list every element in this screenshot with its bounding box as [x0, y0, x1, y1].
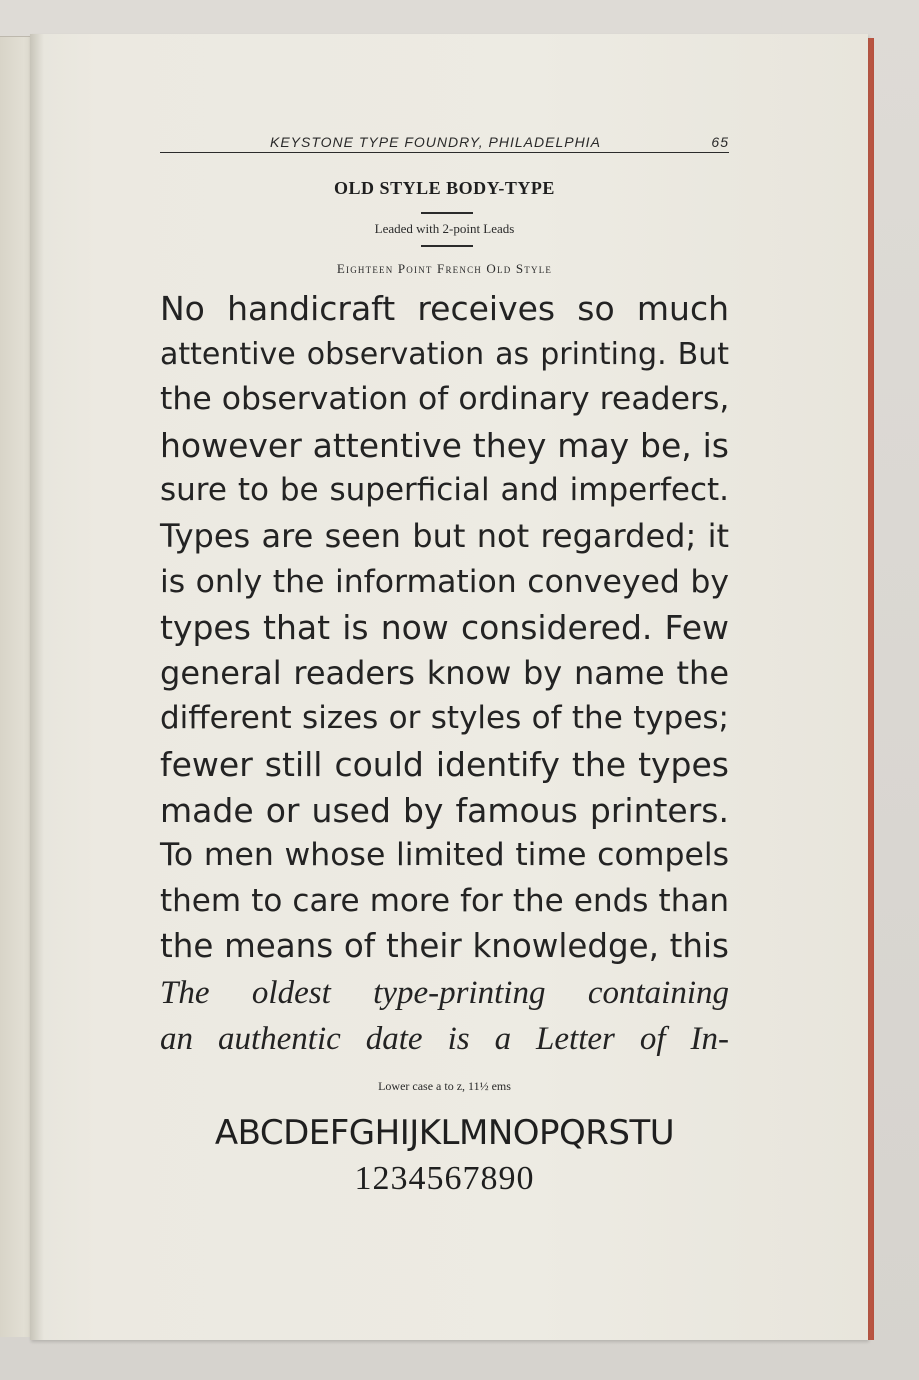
- specimen-line: No handicraft receives so much: [160, 289, 729, 328]
- specimen-line: attentive observation as printing. But: [160, 336, 729, 372]
- lowercase-caption: Lower case a to z, 11½ ems: [378, 1079, 511, 1093]
- running-head: [160, 132, 729, 153]
- specimen-line: To men whose limited time compels: [160, 837, 729, 874]
- divider-rule: [421, 212, 473, 214]
- specimen-line: sure to be superficial and imperfect.: [160, 472, 729, 509]
- figures-specimen: 1234567890: [354, 1160, 535, 1197]
- specimen-body-text: [160, 286, 729, 970]
- page-gutter-shadow: [30, 34, 44, 1340]
- running-head-title: KEYSTONE TYPE FOUNDRY, PHILADELPHIA: [270, 134, 601, 150]
- type-size-caption: Eighteen Point French Old Style: [336, 261, 553, 276]
- specimen-line: fewer still could identify the types: [160, 744, 729, 784]
- page-number: 65: [711, 134, 729, 150]
- section-title: OLD STYLE BODY-TYPE: [334, 178, 555, 198]
- italic-line: The oldest type-printing containing: [160, 975, 729, 1011]
- italic-line: an authentic date is a Letter of In-: [160, 1020, 729, 1057]
- specimen-line: is only the information conveyed by: [160, 563, 729, 600]
- specimen-line: however attentive they may be, is: [160, 425, 729, 465]
- specimen-line: different sizes or styles of the types;: [160, 700, 729, 737]
- specimen-line: general readers know by name the: [160, 653, 729, 692]
- capitals-specimen: ABCDEFGHIJKLMNOPQRSTU: [214, 1113, 675, 1153]
- specimen-line: types that is now considered. Few: [160, 608, 729, 648]
- specimen-line: them to care more for the ends than: [160, 882, 729, 919]
- divider-rule: [421, 245, 473, 247]
- specimen-line: Types are seen but not regarded; it: [160, 516, 729, 555]
- italic-specimen-text: [160, 970, 729, 1061]
- specimen-line: the means of their knowledge, this: [160, 927, 729, 966]
- subtitle: Leaded with 2-point Leads: [374, 221, 515, 236]
- specimen-line: made or used by famous printers.: [160, 790, 729, 830]
- specimen-line: the observation of ordinary readers,: [160, 381, 730, 418]
